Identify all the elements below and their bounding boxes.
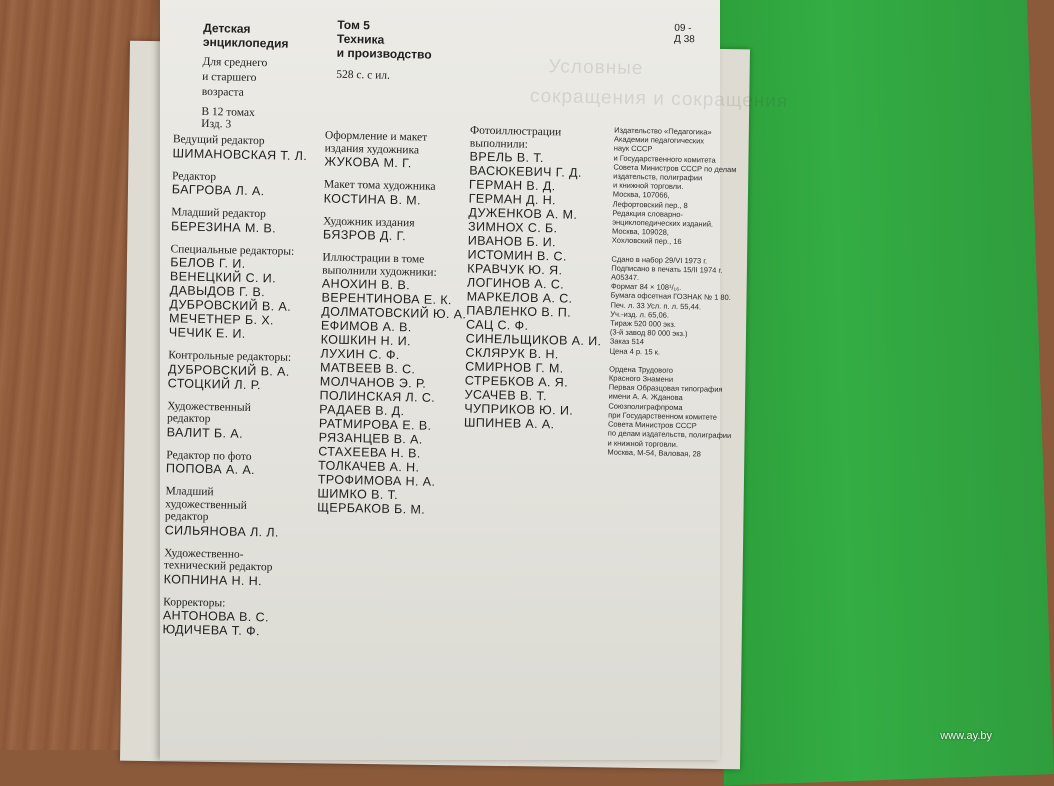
imprint-line: издательств, полиграфии <box>613 171 703 183</box>
credit-name: МАТВЕЕВ В. С. <box>319 360 416 377</box>
corner-line: 09 - <box>674 22 692 35</box>
imprint-line: Бумага офсетная ГОЗНАК № 1 80. <box>610 290 731 303</box>
credit-block <box>323 215 489 245</box>
imprint-line: Заказ 514 <box>609 336 645 347</box>
credit-name: СМИРНОВ Г. М. <box>465 359 564 376</box>
credit-name: СИЛЬЯНОВА Л. Л. <box>164 522 280 540</box>
credit-block <box>324 129 490 171</box>
credit-name: ШИМКО В. Т. <box>317 486 399 503</box>
imprint-line: (3-й завод 80 000 экз.) <box>609 327 688 339</box>
credit-name: ДАВЫДОВ Г. В. <box>169 283 266 300</box>
imprint-line: наук СССР <box>613 143 653 154</box>
imprint-line: Союзполиграфпрома <box>608 401 683 412</box>
credit-name: УСАЧЕВ В. Т. <box>464 387 548 404</box>
credits-column-2 <box>317 129 490 527</box>
credit-name: ШПИНЕВ А. А. <box>463 415 555 432</box>
credits-column-1 <box>162 133 343 649</box>
imprint-line: Редакция словарно- <box>612 208 684 219</box>
credit-role: Художественно- <box>164 546 244 561</box>
credit-name: АНТОНОВА В. С. <box>162 608 270 625</box>
imprint-line: Формат 84 × 108¹/₁₆. <box>610 281 682 293</box>
credit-name: СТРЕБКОВ А. Я. <box>464 373 569 390</box>
credit-name: МЕЧЕТНЕР Б. Х. <box>168 311 275 328</box>
publisher-info <box>612 126 749 248</box>
credit-name: ЩЕРБАКОВ Б. М. <box>317 500 426 517</box>
credit-name: ЧУПРИКОВ Ю. И. <box>464 401 574 418</box>
credit-name: КРАВЧУК Ю. Я. <box>467 261 563 278</box>
credit-role: Редактор <box>171 169 217 183</box>
credit-name: ПОЛИНСКАЯ Л. С. <box>319 388 436 405</box>
credit-name: ВРЕЛЬ В. Т. <box>469 149 545 166</box>
imprint-line: Подписано в печать 15/II 1974 г. <box>611 263 723 275</box>
imprint-column <box>607 126 749 469</box>
page-count: 528 с. с ил. <box>336 68 391 82</box>
book-page <box>160 0 789 760</box>
credit-role: Корректоры: <box>163 595 226 610</box>
credit-role: Младший редактор <box>171 206 266 221</box>
credit-role: Редактор по фото <box>166 448 252 463</box>
credit-name: БЯЗРОВ Д. Г. <box>322 227 407 244</box>
credit-name: ШИМАНОВСКАЯ Т. Л. <box>172 145 308 163</box>
credit-block <box>172 133 343 163</box>
credit-block <box>162 596 333 640</box>
credit-block <box>171 206 342 236</box>
credit-name: РЯЗАНЦЕВ В. А. <box>318 430 423 447</box>
credit-block <box>172 170 343 200</box>
imprint-line: при Государственном комитете <box>608 410 718 422</box>
credit-block <box>168 349 339 393</box>
credit-name: АНОХИН В. В. <box>321 276 411 293</box>
credit-role: выполнили художники: <box>322 263 437 279</box>
credit-block <box>165 485 336 540</box>
volume-number: Том 5 <box>337 17 371 33</box>
credit-name: СИНЕЛЬЩИКОВ А. И. <box>465 331 602 349</box>
imprint-line: Тираж 520 000 экз. <box>610 318 677 329</box>
audience-line: Для среднего <box>202 55 268 70</box>
imprint-line: энциклопедических изданий. <box>612 217 714 229</box>
audience-line: и старшего <box>202 70 257 85</box>
imprint-line: Совета Министров СССР по делам <box>613 162 737 174</box>
credit-name: ТОЛКАЧЕВ А. Н. <box>317 458 420 475</box>
credit-role: Специальные редакторы: <box>170 242 295 258</box>
imprint-line: Академии педагогических <box>613 134 705 146</box>
audience-line: возраста <box>201 85 244 99</box>
credit-block <box>464 125 620 433</box>
credit-role: Макет тома художника <box>323 178 436 193</box>
classification-code <box>674 23 695 45</box>
credit-role: редактор <box>164 510 209 524</box>
credit-name: ВЕРЕНТИНОВА Е. К. <box>321 290 453 308</box>
credit-name: ЕФИМОВ А. В. <box>320 318 412 335</box>
credit-name: ПАВЛЕНКО В. П. <box>466 303 572 320</box>
credit-name: ЛУХИН С. Ф. <box>320 346 400 363</box>
imprint-line: Первая Образцовая типография <box>608 382 723 395</box>
credit-name: КОШКИН Н. И. <box>320 332 412 349</box>
imprint-line: Лефортовский пер., 8 <box>612 199 688 210</box>
imprint-line: Красного Знамени <box>608 373 674 384</box>
imprint-line: Уч.-изд. л. 65,06. <box>610 309 670 320</box>
imprint-line: Москва, 107066, <box>612 189 670 201</box>
credit-name: РАДАЕВ В. Д. <box>319 402 405 419</box>
imprint-line: Издательство «Педагогика» <box>614 125 712 137</box>
header-middle <box>336 18 507 87</box>
credit-name: ЖУКОВА М. Г. <box>324 154 412 171</box>
site-watermark: www.ay.by <box>940 730 992 742</box>
credit-name: БЕРЕЗИНА М. В. <box>170 218 277 235</box>
credit-name: ЮДИЧЕВА Т. Ф. <box>162 622 261 639</box>
imprint-line: Москва, 109028, <box>611 226 670 237</box>
edition-line: Изд. 3 <box>201 117 232 131</box>
credit-block <box>317 251 487 517</box>
series-title: Детская <box>203 20 251 36</box>
credit-name: ГЕРМАН В. Д. <box>468 177 556 194</box>
imprint-line: имени А. А. Жданова <box>608 391 683 403</box>
credit-name: ТРОФИМОВА Н. А. <box>317 472 436 489</box>
credit-role: издания художника <box>324 141 420 156</box>
credit-name: СКЛЯРУК В. Н. <box>465 345 559 362</box>
credit-role: Оформление и макет <box>324 129 428 144</box>
credit-role: Художественный <box>167 399 252 414</box>
volume-title: и производство <box>336 45 432 62</box>
credit-name: СТОЦКИЙ Л. Р. <box>167 375 262 392</box>
credits-column-3 <box>464 125 621 443</box>
credit-block <box>324 178 490 208</box>
credit-name: САЦ С. Ф. <box>465 317 529 333</box>
show-through-text: Условные <box>548 56 644 80</box>
credit-name: ГЕРМАН Д. Н. <box>468 191 557 208</box>
imprint-line: Москва, М-54, Валовая, 28 <box>607 447 701 459</box>
series-title: энциклопедия <box>202 34 289 51</box>
credit-name: ДОЛМАТОВСКИЙ Ю. А. <box>321 304 467 322</box>
credit-name: МОЛЧАНОВ Э. Р. <box>319 374 427 391</box>
credit-name: СТАХЕЕВА Н. В. <box>318 444 421 461</box>
credit-role: Художник издания <box>323 214 415 229</box>
credit-name: МАРКЕЛОВ А. С. <box>466 289 573 306</box>
imprint-line: и Государственного комитета <box>613 153 716 165</box>
credit-name: БЕЛОВ Г. И. <box>170 255 246 271</box>
credit-name: ИСТОМИН В. С. <box>467 247 567 264</box>
imprint-line: и книжной торговли. <box>607 437 679 449</box>
credit-name: ВЕНЕЦКИЙ С. И. <box>169 269 277 286</box>
credit-name: ЛОГИНОВ А. С. <box>466 275 565 292</box>
print-info <box>609 254 746 358</box>
imprint-line: Ордена Трудового <box>609 364 674 375</box>
imprint-line: Совета Министров СССР <box>607 419 697 431</box>
credit-role: Иллюстрации в томе <box>322 251 425 266</box>
credit-role: технический редактор <box>163 559 273 574</box>
credit-name: ДУЖЕНКОВ А. М. <box>468 205 578 222</box>
imprint-line: и книжной торговли. <box>612 180 684 192</box>
imprint-line: Печ. л. 33 Усл. п. л. 55,44. <box>610 300 702 312</box>
audience <box>202 55 353 103</box>
imprint-line: А05347. <box>610 272 640 283</box>
credit-name: КОСТИНА В. М. <box>323 190 422 208</box>
credit-role: редактор <box>166 412 211 426</box>
volume-title: Техника <box>336 31 385 47</box>
credit-name: ВАСЮКЕВИЧ Г. Д. <box>469 163 582 180</box>
credit-name: ДУБРОВСКИЙ В. А. <box>169 297 292 314</box>
credit-role: Ведущий редактор <box>172 133 265 148</box>
imprint-line: Цена 4 р. 15 к. <box>609 346 661 357</box>
credit-role: выполнили: <box>469 137 529 151</box>
volumes-line: В 12 томах <box>201 105 255 120</box>
credit-name: ПОПОВА А. А. <box>165 461 256 478</box>
corner-line: Д 38 <box>673 33 695 46</box>
credit-name: РАТМИРОВА Е. В. <box>318 416 432 433</box>
printer-info <box>607 364 744 459</box>
imprint-line: Сдано в набор 29/VI 1973 г. <box>611 254 708 266</box>
green-book-cover <box>696 0 1054 786</box>
credit-name: КОПНИНА Н. Н. <box>163 571 263 588</box>
credit-role: Младший <box>165 485 214 499</box>
header-left <box>201 21 353 133</box>
credit-role: Фотоиллюстрации <box>469 124 562 139</box>
credit-block <box>166 449 337 479</box>
credit-name: ВАЛИТ Б. А. <box>166 424 244 441</box>
show-through-text: сокращения и сокращения <box>529 85 789 113</box>
credit-role: художественный <box>165 497 247 512</box>
credit-name: ЗИМНОХ С. Б. <box>467 219 558 236</box>
credit-block <box>169 243 341 343</box>
imprint-line: Хохловский пер., 16 <box>611 235 682 247</box>
credit-name: ДУБРОВСКИЙ В. А. <box>167 361 290 379</box>
credit-block <box>164 547 335 590</box>
credit-name: ИВАНОВ Б. И. <box>467 233 557 250</box>
credit-name: БАГРОВА Л. А. <box>171 182 265 199</box>
page-content <box>144 0 789 772</box>
credit-block <box>167 400 338 443</box>
credit-role: Контрольные редакторы: <box>168 349 292 364</box>
imprint-line: по делам издательств, полиграфии <box>607 428 732 441</box>
credit-name: ЧЕЧИК Е. И. <box>168 325 246 341</box>
